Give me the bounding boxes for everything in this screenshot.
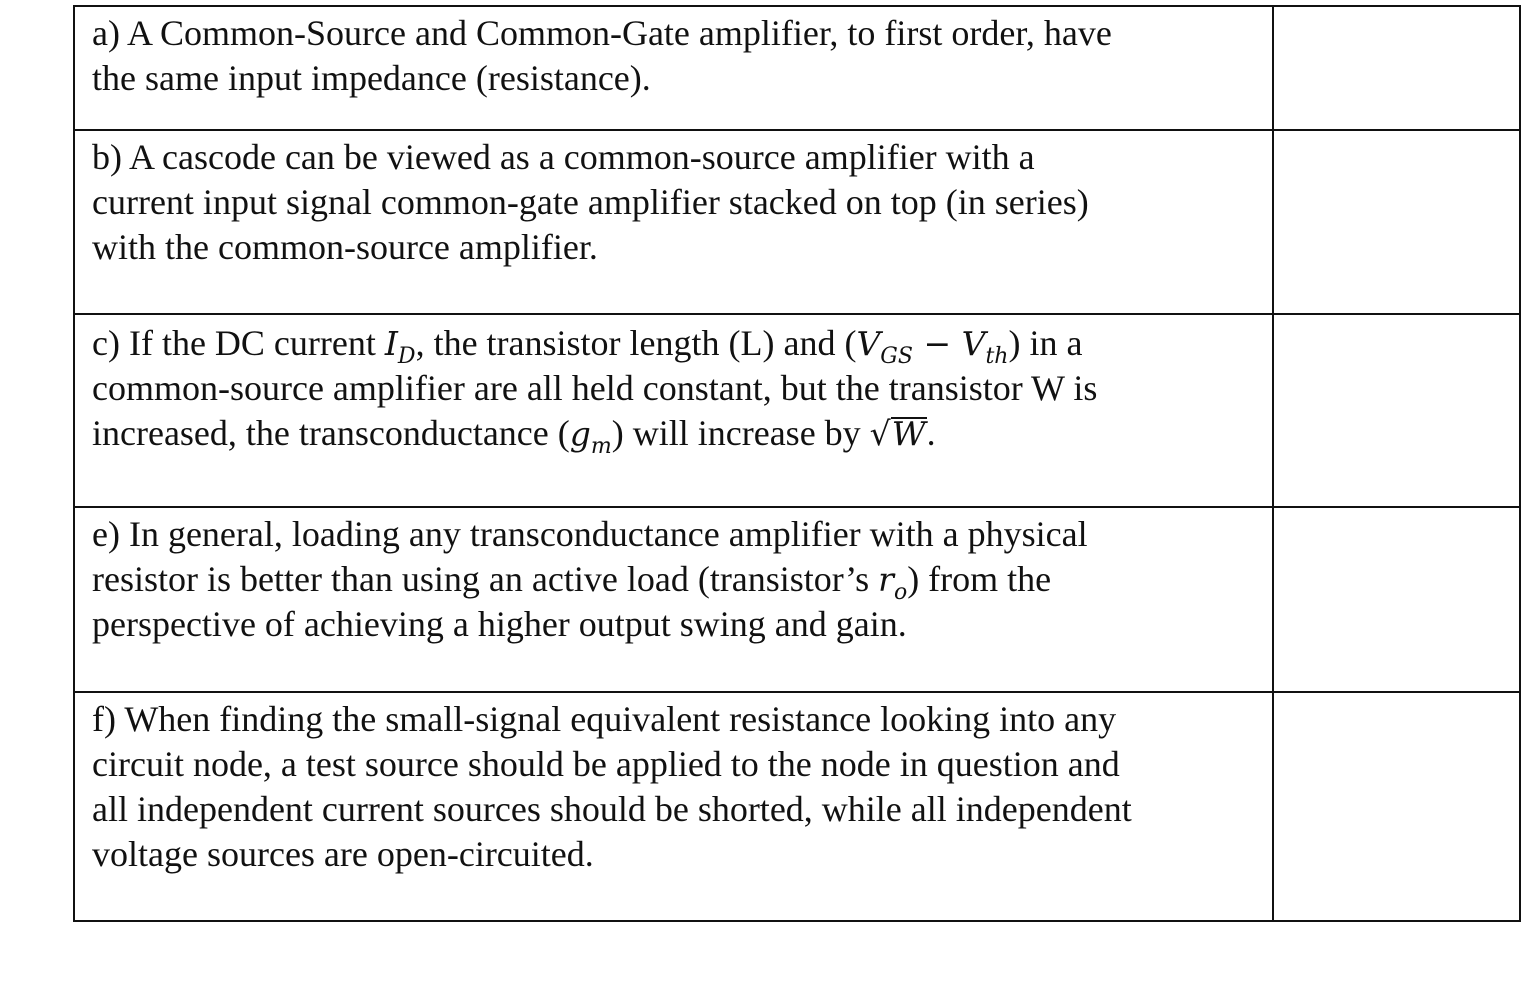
- statement-e-line-2: [92, 557, 1258, 605]
- answer-cell-b[interactable]: [1273, 130, 1520, 314]
- table-row-f: [74, 692, 1520, 921]
- drain-current-symbol: $I_D$: [384, 324, 416, 369]
- table-row-c: [74, 314, 1520, 507]
- statement-a: [74, 6, 1273, 130]
- true-false-table: [73, 5, 1521, 922]
- vgs-symbol: $V_{GS}$: [856, 324, 913, 369]
- table-row-b: [74, 130, 1520, 314]
- statement-b-line-1: b) A cascode can be viewed as a common-source amplifier with a: [92, 137, 1035, 177]
- statement-e-text-2: ) from the: [907, 559, 1052, 599]
- statement-c: [74, 314, 1273, 507]
- statement-f-line-1: f) When finding the small-signal equivalent resistance looking into any: [92, 699, 1117, 739]
- table-row-a: [74, 6, 1520, 130]
- statement-f-line-4: voltage sources are open-circuited.: [92, 834, 594, 874]
- statement-c-text-1: c) If the DC current: [92, 323, 385, 363]
- table-row-e: [74, 507, 1520, 692]
- statement-c-text-2: , the transistor length (L) and (: [415, 323, 857, 363]
- statement-c-line-1: [92, 321, 1258, 369]
- statement-e-line-3: perspective of achieving a higher output swing and gain.: [92, 604, 907, 644]
- sqrt-icon: √: [869, 414, 891, 453]
- answer-cell-a[interactable]: [1273, 6, 1520, 130]
- answer-cell-f[interactable]: [1273, 692, 1520, 921]
- statement-b-line-3: with the common-source amplifier.: [92, 227, 598, 267]
- answer-cell-e[interactable]: [1273, 507, 1520, 692]
- statement-a-line-2: the same input impedance (resistance).: [92, 58, 651, 98]
- statement-c-text-6: .: [926, 413, 936, 453]
- statement-b: [74, 130, 1273, 314]
- statement-a-line-1: a) A Common-Source and Common-Gate amplifier, to first order, have: [92, 13, 1112, 53]
- ro-symbol: $r_o$: [878, 560, 908, 605]
- statement-e-line-1: e) In general, loading any transconductance amplifier with a physical: [92, 514, 1088, 554]
- minus-sign: −: [912, 324, 962, 363]
- statement-f-line-3: all independent current sources should be shorted, while all independent: [92, 789, 1132, 829]
- answer-cell-c[interactable]: [1273, 314, 1520, 507]
- statement-f-line-2: circuit node, a test source should be applied to the node in question and: [92, 744, 1120, 784]
- statement-f: [74, 692, 1273, 921]
- vth-symbol: $V_{th}$: [961, 324, 1009, 369]
- statement-c-text-3: ) in a: [1008, 323, 1083, 363]
- gm-symbol: $g_m$: [569, 414, 612, 459]
- statement-c-text-5: ) will increase by: [611, 413, 870, 453]
- statement-b-line-2: current input signal common-gate amplifier stacked on top (in series): [92, 182, 1089, 222]
- statement-e: [74, 507, 1273, 692]
- sqrt-argument: W: [891, 414, 926, 453]
- statement-c-line-2: common-source amplifier are all held constant, but the transistor W is: [92, 368, 1098, 408]
- statement-c-line-3: [92, 411, 1258, 459]
- statement-c-text-4: increased, the transconductance (: [92, 413, 570, 453]
- statement-e-text-1: resistor is better than using an active load (transistor’s: [92, 559, 879, 599]
